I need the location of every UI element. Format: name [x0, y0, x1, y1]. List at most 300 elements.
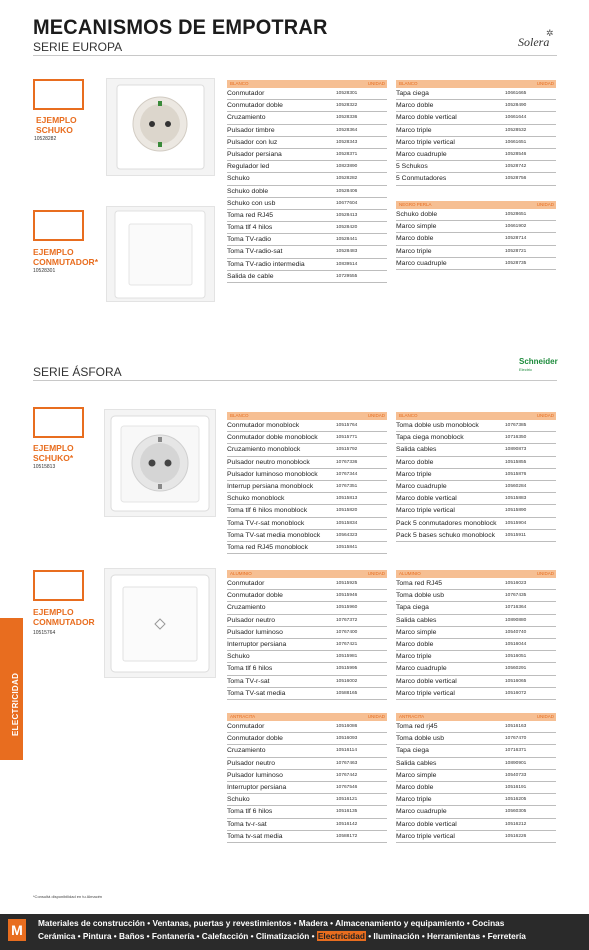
example-label-line2: SCHUKO	[36, 125, 73, 135]
product-name: Pulsador timbre	[227, 126, 275, 134]
product-code: 10528742	[505, 164, 527, 170]
product-name: Conmutador doble monoblock	[227, 434, 318, 442]
table-row	[396, 639, 556, 651]
product-name: Tapa ciega	[396, 604, 429, 612]
table-row	[227, 481, 387, 493]
example-code: 10528282	[34, 136, 57, 142]
table-header-label: BLANCO	[230, 413, 249, 418]
table-row	[396, 88, 556, 100]
table-row	[396, 233, 556, 245]
product-code: 10767400	[336, 629, 358, 635]
table-row	[396, 688, 556, 700]
product-name: Conmutador doble	[227, 735, 283, 743]
product-name: Salida cables	[396, 616, 437, 624]
product-name: Pulsador luminoso	[227, 628, 283, 636]
product-code: 10528721	[505, 248, 527, 254]
product-name: Pulsador persiana	[227, 150, 282, 158]
table-row	[227, 246, 387, 258]
table-row	[396, 615, 556, 627]
product-name: Toma TV-sat media	[227, 689, 286, 697]
table-row	[227, 602, 387, 614]
series-europa-title: SERIE EUROPA	[33, 40, 123, 54]
table-row	[396, 590, 556, 602]
schuko-socket-image	[104, 409, 216, 517]
product-code: 10767336	[336, 459, 358, 465]
product-name: Conmutador	[227, 90, 265, 97]
product-code: 10890873	[505, 447, 527, 453]
table-header-unit: UNIDAD	[367, 81, 385, 86]
product-code: 10516051	[505, 654, 527, 660]
switch-image	[106, 206, 215, 302]
product-code: 10528301	[336, 91, 358, 96]
product-table	[227, 570, 387, 700]
product-code: 10515911	[505, 532, 526, 538]
product-code: 10560284	[505, 483, 527, 489]
product-name: Marco cuadruple	[396, 665, 447, 673]
product-code: 10516044	[505, 641, 527, 647]
product-code: 10588165	[336, 690, 358, 696]
product-name: Marco triple	[396, 653, 432, 661]
example-label	[33, 607, 95, 627]
table-header-unit: UNIDAD	[536, 202, 554, 207]
table-row	[396, 112, 556, 124]
table-row	[396, 149, 556, 161]
table-row	[396, 457, 556, 469]
table-row	[396, 733, 556, 745]
table-row	[396, 627, 556, 639]
product-code: 10767385	[505, 423, 527, 428]
series-asfora-title: SERIE ÁSFORA	[33, 365, 122, 379]
table-row	[227, 198, 387, 210]
footer-text: Cerámica • Pintura • Baños • Fontanería • Calefacción • Climatización •	[38, 931, 317, 941]
product-code: 10528282	[336, 176, 358, 182]
product-name: Marco doble	[396, 640, 434, 648]
product-code: 10516163	[505, 724, 527, 729]
table-header	[227, 713, 387, 721]
product-code: 10528714	[505, 236, 527, 242]
table-row	[396, 137, 556, 149]
table-row	[396, 676, 556, 688]
product-table	[396, 201, 556, 270]
table-row	[227, 590, 387, 602]
product-code: 10516121	[336, 797, 358, 803]
product-code: 10528756	[505, 176, 527, 182]
product-name: Marco triple vertical	[396, 138, 455, 146]
table-row	[227, 518, 387, 530]
product-name: Marco simple	[396, 223, 437, 231]
table-row	[227, 651, 387, 663]
product-name: Marco doble	[396, 783, 434, 791]
example-label	[33, 443, 74, 463]
table-header	[396, 570, 556, 578]
product-name: Salida de cable	[227, 272, 274, 280]
table-row	[396, 770, 556, 782]
product-name: Marco doble vertical	[396, 820, 457, 828]
product-code: 10767470	[505, 736, 527, 742]
table-row	[227, 721, 387, 733]
table-row	[227, 259, 387, 271]
product-name: Marco doble vertical	[396, 495, 457, 503]
table-row	[227, 794, 387, 806]
product-code: 10540733	[505, 772, 527, 778]
product-code: 10540740	[505, 629, 527, 635]
product-code: 10767463	[336, 760, 358, 766]
product-code: 10515841	[336, 544, 358, 550]
product-code: 10516142	[336, 821, 358, 827]
product-code: 10767372	[336, 617, 358, 623]
table-row	[227, 161, 387, 173]
footer-categories-line1: Materiales de construcción • Ventanas, puertas y revestimientos • Madera • Almacenamiento y equipamiento • Cocinas	[38, 918, 505, 928]
product-table	[227, 412, 387, 554]
product-name: Toma tv-sat media	[227, 832, 283, 840]
table-row	[396, 578, 556, 590]
table-row	[396, 493, 556, 505]
product-code: 10515771	[336, 435, 358, 441]
brand-logo-icon: M	[8, 919, 26, 941]
product-code: 10528364	[336, 127, 358, 133]
category-sidebar-label: ELECTRICIDAD	[11, 672, 20, 736]
table-row	[227, 688, 387, 700]
product-table	[396, 713, 556, 843]
product-code: 10516065	[505, 678, 527, 684]
product-name: Schuko	[227, 796, 250, 804]
product-code: 10516023	[505, 581, 527, 586]
product-name: Marco triple	[396, 470, 432, 478]
product-name: 5 Schukos	[396, 163, 428, 171]
product-code: 10515764	[336, 423, 358, 428]
table-header-label: ANTRACITA	[230, 714, 256, 719]
product-code: 10515813	[336, 496, 358, 502]
table-header-label: NEGRO PERLA	[399, 202, 432, 207]
schneider-logo	[519, 358, 558, 374]
product-code: 10890901	[505, 760, 527, 766]
table-row	[396, 258, 556, 270]
product-name: Cruzamiento	[227, 114, 266, 122]
product-name: Pack 5 bases schuko monoblock	[396, 531, 495, 539]
product-name: Marco simple	[396, 771, 437, 779]
table-header-unit: UNIDAD	[536, 413, 554, 418]
table-row	[396, 663, 556, 675]
table-row	[227, 420, 387, 432]
schneider-logo-sub: Electric	[519, 367, 533, 372]
product-code: 10528532	[505, 127, 527, 133]
product-name: Conmutador monoblock	[227, 422, 300, 429]
product-code: 10767351	[336, 483, 358, 489]
product-name: Toma tlf 6 hilos	[227, 808, 273, 816]
product-name: Pulsador luminoso monoblock	[227, 470, 318, 478]
product-name: Salida cables	[396, 759, 437, 767]
product-name: Marco doble vertical	[396, 677, 457, 685]
table-row	[227, 578, 387, 590]
product-name: Toma TV-sat media monoblock	[227, 531, 321, 539]
product-code: 10767421	[336, 641, 358, 647]
table-row	[396, 432, 556, 444]
table-row	[227, 125, 387, 137]
table-row	[396, 530, 556, 542]
product-code: 10515904	[505, 520, 527, 526]
product-name: Conmutador	[227, 580, 265, 587]
product-code: 10515890	[505, 508, 527, 514]
example-label	[33, 247, 98, 267]
product-code: 10515834	[336, 520, 358, 526]
product-name: Pack 5 conmutadores monoblock	[396, 519, 497, 527]
table-row	[227, 432, 387, 444]
table-row	[227, 112, 387, 124]
product-name: Pulsador neutro	[227, 616, 275, 624]
footer-active-category: Electricidad	[317, 931, 365, 941]
footnote: *Consultá disponibilidad en tu Almacén	[33, 894, 103, 899]
table-header-label: BLANCO	[230, 81, 249, 86]
product-name: Schuko doble	[396, 211, 438, 218]
table-row	[396, 831, 556, 843]
product-name: Toma TV-r-sat	[227, 677, 270, 685]
product-code: 10516072	[505, 690, 527, 696]
product-name: Schuko monoblock	[227, 495, 285, 503]
table-row	[227, 457, 387, 469]
table-header-unit: UNIDAD	[536, 571, 554, 576]
table-row	[396, 209, 556, 221]
product-name: Conmutador	[227, 723, 265, 730]
product-name: Toma TV-radio	[227, 236, 272, 244]
product-code: 10515883	[505, 496, 527, 502]
table-row	[227, 493, 387, 505]
product-name: Marco cuadruple	[396, 259, 447, 267]
example-code: 10528301	[33, 268, 56, 274]
solera-logo: Solera	[518, 35, 550, 49]
table-header	[227, 80, 387, 88]
table-row	[396, 469, 556, 481]
table-row	[396, 125, 556, 137]
product-code: 10516191	[505, 784, 527, 790]
table-row	[396, 806, 556, 818]
table-row	[227, 469, 387, 481]
table-row	[227, 782, 387, 794]
product-code: 10528343	[336, 139, 358, 145]
table-row	[396, 444, 556, 456]
product-code: 10515981	[336, 654, 358, 660]
product-code: 10767546	[336, 784, 358, 790]
table-row	[227, 100, 387, 112]
product-code: 10528406	[336, 188, 358, 194]
product-code: 10661665	[505, 91, 527, 96]
table-row	[227, 676, 387, 688]
product-code: 10516093	[336, 736, 358, 742]
table-header-label: ALUMINIO	[230, 571, 252, 576]
product-name: Toma tv-r-sat	[227, 820, 267, 828]
product-name: Marco cuadruple	[396, 482, 447, 490]
product-code: 10528735	[505, 260, 527, 266]
table-row	[227, 639, 387, 651]
product-name: Toma tlf 6 hilos	[227, 665, 273, 673]
example-code: 10515813	[33, 464, 56, 470]
table-row	[396, 161, 556, 173]
product-code: 10515995	[336, 666, 358, 672]
product-code: 10528413	[336, 212, 358, 218]
product-name: Schuko con usb	[227, 199, 276, 207]
table-row	[227, 271, 387, 283]
product-code: 10516114	[336, 748, 357, 754]
divider	[33, 380, 557, 381]
table-row	[227, 222, 387, 234]
product-code: 10661902	[505, 224, 527, 230]
product-name: Toma TV-r-sat monoblock	[227, 519, 305, 527]
product-code: 10528490	[505, 103, 527, 109]
schuko-socket-image	[106, 78, 215, 176]
product-name: Pulsador neutro monoblock	[227, 458, 310, 466]
product-name: Cruzamiento	[227, 747, 266, 755]
product-name: Cruzamiento	[227, 604, 266, 612]
table-row	[396, 518, 556, 530]
table-row	[227, 806, 387, 818]
product-name: Marco triple	[396, 796, 432, 804]
product-name: Tapa ciega	[396, 747, 429, 755]
product-code: 10716371	[505, 748, 527, 754]
table-row	[396, 819, 556, 831]
product-name: Marco triple vertical	[396, 507, 455, 515]
example-label-line1: EJEMPLO	[33, 443, 74, 453]
table-header-unit: UNIDAD	[367, 714, 385, 719]
product-name: Toma red RJ45	[396, 580, 443, 587]
solera-star-icon: ✲	[546, 28, 554, 38]
table-row	[227, 627, 387, 639]
table-header	[396, 201, 556, 209]
product-name: Marco doble	[396, 235, 434, 243]
product-code: 10528322	[336, 103, 358, 109]
table-row	[227, 663, 387, 675]
table-row	[396, 505, 556, 517]
product-name: Marco doble	[396, 458, 434, 466]
product-code: 10528441	[336, 237, 358, 243]
table-row	[396, 481, 556, 493]
product-code: 10588172	[336, 833, 358, 839]
example-code: 10515764	[33, 630, 56, 636]
product-name: Schuko	[227, 175, 250, 183]
example-label-line2: CONMUTADOR	[33, 617, 95, 627]
product-name: Schuko doble	[227, 187, 269, 195]
example-box	[33, 570, 84, 601]
product-code: 10516226	[505, 833, 527, 839]
example-label-line1: EJEMPLO	[36, 115, 77, 125]
table-row	[227, 745, 387, 757]
table-header-label: BLANCO	[399, 81, 418, 86]
product-code: 10515925	[336, 581, 358, 586]
product-name: Marco doble vertical	[396, 114, 457, 122]
product-code: 10729555	[336, 273, 358, 279]
table-header	[227, 570, 387, 578]
table-row	[396, 745, 556, 757]
table-row	[227, 770, 387, 782]
product-table	[396, 570, 556, 700]
table-row	[396, 246, 556, 258]
product-name: Interruptor persiana	[227, 640, 287, 648]
product-name: Marco triple	[396, 247, 432, 255]
table-row	[396, 782, 556, 794]
table-row	[396, 420, 556, 432]
table-row	[396, 100, 556, 112]
product-code: 10528420	[336, 225, 358, 231]
product-name: Schuko	[227, 653, 250, 661]
product-code: 10515792	[336, 447, 358, 453]
schneider-logo-text: Schneider	[519, 357, 558, 366]
product-name: Pulsador neutro	[227, 759, 275, 767]
table-row	[227, 186, 387, 198]
table-row	[396, 221, 556, 233]
product-code: 10767435	[505, 593, 527, 599]
example-label-line2: SCHUKO*	[33, 453, 74, 463]
product-name: Tapa ciega monoblock	[396, 434, 464, 442]
product-name: Toma doble usb	[396, 735, 444, 743]
table-header-unit: UNIDAD	[536, 714, 554, 719]
table-row	[227, 173, 387, 185]
table-row	[227, 819, 387, 831]
product-code: 10515855	[505, 459, 527, 465]
table-row	[227, 444, 387, 456]
table-row	[227, 505, 387, 517]
table-header-unit: UNIDAD	[536, 81, 554, 86]
product-name: Toma doble usb	[396, 592, 444, 600]
table-header	[396, 80, 556, 88]
product-code: 10516086	[336, 724, 358, 729]
table-row	[227, 733, 387, 745]
product-code: 10560291	[505, 666, 527, 672]
table-row	[227, 758, 387, 770]
product-code: 10515960	[336, 605, 358, 611]
product-name: Marco simple	[396, 628, 437, 636]
table-row	[396, 721, 556, 733]
product-code: 10823890	[336, 164, 358, 170]
table-row	[396, 651, 556, 663]
table-header-label: ALUMINIO	[399, 571, 421, 576]
product-table	[396, 412, 556, 542]
table-header-label: BLANCO	[399, 413, 418, 418]
product-code: 10528371	[336, 151, 358, 157]
table-header-unit: UNIDAD	[367, 413, 385, 418]
product-name: Toma tlf 4 hilos	[227, 224, 273, 232]
product-code: 10515946	[336, 593, 358, 599]
example-label-line1: EJEMPLO	[33, 247, 74, 257]
product-name: Toma TV-radio intermedia	[227, 260, 305, 268]
example-label	[36, 115, 77, 135]
example-box	[33, 79, 84, 110]
table-row	[227, 831, 387, 843]
product-code: 10528651	[505, 212, 527, 217]
product-name: Marco cuadruple	[396, 808, 447, 816]
product-code: 10515820	[336, 508, 358, 514]
product-name: Conmutador doble	[227, 592, 283, 600]
product-code: 10560305	[505, 809, 527, 815]
table-row	[227, 234, 387, 246]
table-row	[227, 542, 387, 554]
product-code: 10661644	[505, 115, 527, 121]
product-table	[227, 80, 387, 283]
product-name: Toma TV-radio-sat	[227, 248, 283, 256]
divider	[33, 55, 557, 56]
product-code: 10564323	[336, 532, 358, 538]
product-name: Toma red RJ45	[227, 211, 274, 219]
page-title: MECANISMOS DE EMPOTRAR	[33, 16, 328, 39]
product-code: 10716350	[505, 435, 527, 441]
product-code: 10528483	[336, 249, 358, 255]
product-code: 10767344	[336, 471, 358, 477]
product-name: Interrup persiana monoblock	[227, 482, 314, 490]
product-name: Marco cuadruple	[396, 150, 447, 158]
table-header-unit: UNIDAD	[367, 571, 385, 576]
product-code: 10516002	[336, 678, 358, 684]
table-row	[227, 88, 387, 100]
table-row	[227, 210, 387, 222]
product-name: Pulsador con luz	[227, 138, 278, 146]
product-name: Marco triple	[396, 126, 432, 134]
